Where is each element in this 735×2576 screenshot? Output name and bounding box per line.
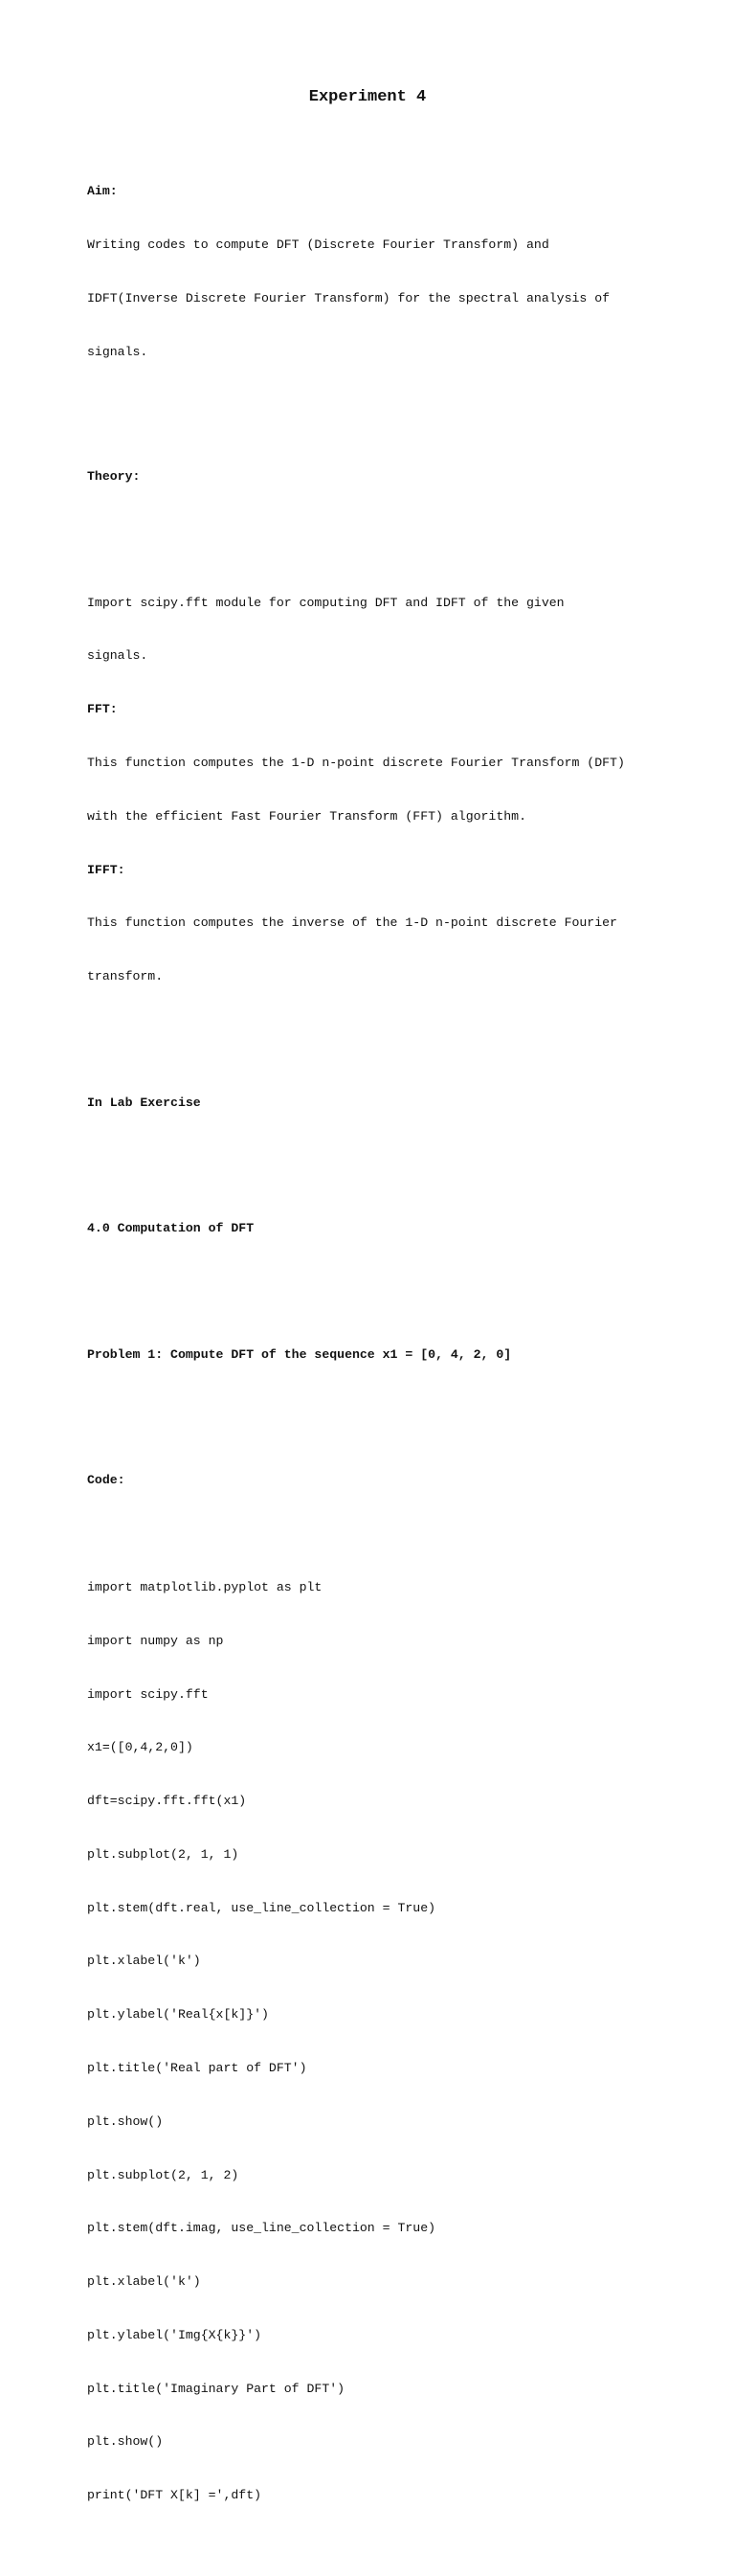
- spacer: [87, 415, 680, 433]
- code-line: print('DFT X[k] =',dft): [87, 2488, 262, 2503]
- aim-line: signals.: [87, 344, 148, 359]
- page-title: Experiment 4: [308, 88, 427, 106]
- theory-intro-line: signals.: [87, 648, 148, 664]
- fft-description-line: with the efficient Fast Fourier Transform (FFT) algorithm.: [87, 808, 526, 824]
- document-body: [87, 147, 680, 2576]
- lab-exercise-heading: In Lab Exercise: [87, 1095, 201, 1110]
- code-line: import scipy.fft: [87, 1686, 209, 1702]
- ifft-description-line: This function computes the inverse of the 1-D n-point discrete Fourier: [87, 915, 617, 931]
- spacer: [87, 1040, 680, 1059]
- code-line: plt.xlabel('k'): [87, 2274, 201, 2290]
- ifft-heading: IFFT:: [87, 862, 125, 877]
- code-line: plt.ylabel('Img{X{k}}'): [87, 2327, 262, 2342]
- problem-heading: Problem 1: Compute DFT of the sequence x1 = [0, 4, 2, 0]: [87, 1346, 512, 1362]
- code-line: dft=scipy.fft.fft(x1): [87, 1794, 247, 1809]
- aim-line: IDFT(Inverse Discrete Fourier Transform) for the spectral analysis of: [87, 290, 611, 305]
- fft-heading: FFT:: [87, 702, 118, 717]
- spacer: [87, 1165, 680, 1185]
- code-line: plt.subplot(2, 1, 1): [87, 1846, 239, 1862]
- code-heading: Code:: [87, 1473, 125, 1488]
- fft-description-line: This function computes the 1-D n-point discrete Fourier Transform (DFT): [87, 756, 625, 770]
- code-line: plt.show(): [87, 2113, 164, 2129]
- aim-heading: Aim:: [87, 184, 118, 199]
- spacer: [87, 1292, 680, 1311]
- code-line: plt.title('Imaginary Part of DFT'): [87, 2381, 345, 2396]
- code-line: plt.subplot(2, 1, 2): [87, 2167, 239, 2182]
- code-line: plt.xlabel('k'): [87, 1954, 201, 1969]
- spacer: [87, 522, 680, 541]
- theory-heading: Theory:: [87, 469, 141, 485]
- ifft-description-line: transform.: [87, 969, 164, 984]
- spacer: [87, 1417, 680, 1436]
- code-block: [87, 1544, 680, 2541]
- section-heading: 4.0 Computation of DFT: [87, 1221, 255, 1236]
- code-line: plt.stem(dft.real, use_line_collection = True): [87, 1900, 436, 1915]
- code-line: plt.title('Real part of DFT'): [87, 2060, 307, 2075]
- code-line: plt.ylabel('Real{x[k]}'): [87, 2007, 269, 2022]
- code-line: plt.stem(dft.imag, use_line_collection = True): [87, 2221, 436, 2236]
- code-line: x1=([0,4,2,0]): [87, 1740, 193, 1755]
- aim-line: Writing codes to compute DFT (Discrete Fourier Transform) and: [87, 237, 549, 252]
- code-line: import numpy as np: [87, 1633, 224, 1648]
- code-line: plt.show(): [87, 2434, 164, 2450]
- theory-intro-line: Import scipy.fft module for computing DFT and IDFT of the given: [87, 595, 565, 610]
- code-line: import matplotlib.pyplot as plt: [87, 1579, 323, 1594]
